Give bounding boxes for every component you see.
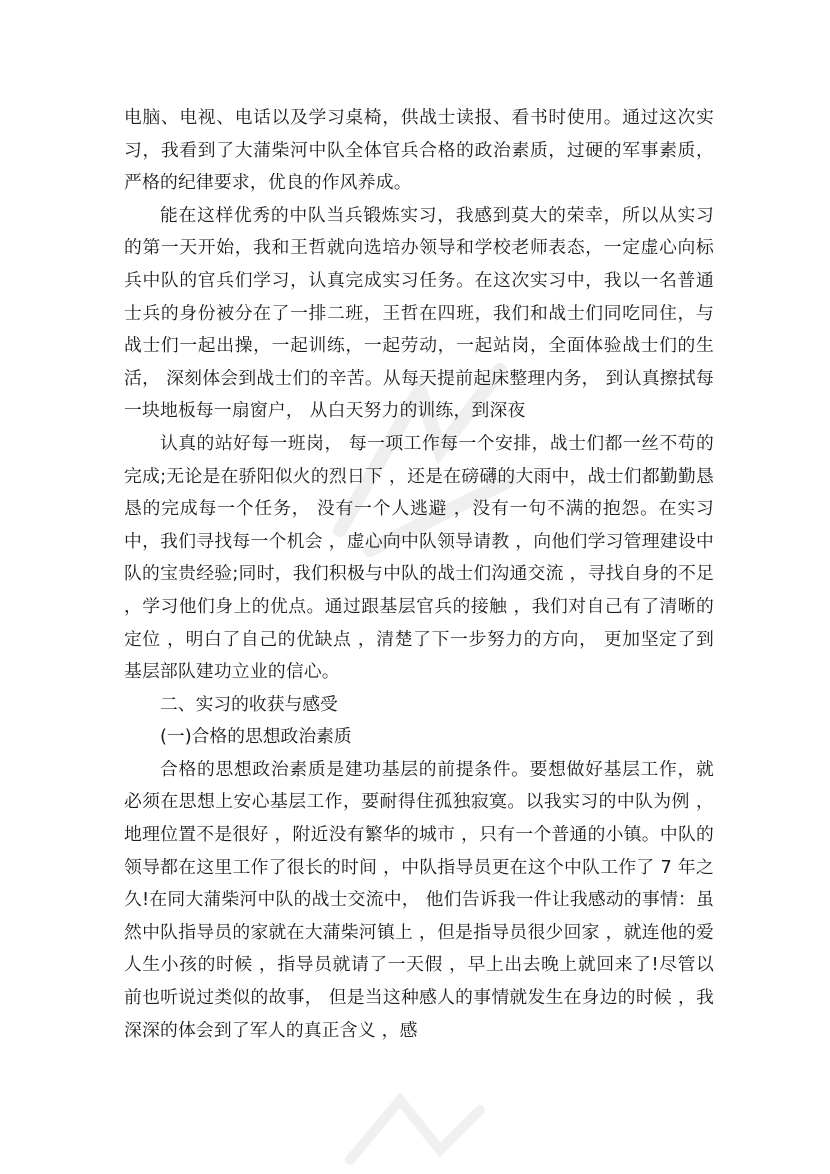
watermark-bottom-icon — [330, 1080, 500, 1170]
subsection-heading: (一)合格的思想政治素质 — [160, 726, 352, 748]
paragraph-4: 合格的思想政治素质是建功基层的前提条件。要想做好基层工作，就必须在思想上安心基层工作，要耐得住孤独寂寞。以我实习的中队为例 ，地理位置不是很好 ，附近没有繁华的城市 ，只有一个普通的小镇。中队的领导都在这里工作了很长的时间 ，中队指导员更在这个中队工作了 7 年之久!在同大蒲柴河中队的战士交流中， 他们告诉我一件让我感动的事情：虽然中队指导员的家就在大蒲柴河镇上 ，但是指导员很少回家 ，就连他的爱人生小孩的时候 ，指导员就请了一天假 ，早上出去晚上就回来了!尽管以前也听说过类似的故事， 但是当这种感人的事情就发生在身边的时候 ，我深深的体会到了军人的真正含义 ，感 — [124, 758, 714, 1041]
paragraph-3: 认真的站好每一班岗， 每一项工作每一个安排，战士们都一丝不苟的完成;无论是在骄阳似火的烈日下 ，还是在磅礴的大雨中，战士们都勤勤恳恳的完成每一个任务， 没有一个人逃避 ，没有一句不满的抱怨。在实习中，我们寻找每一个机会 ，虚心向中队领导请教 ，向他们学习管理建设中队的宝贵经验;同时，我们积极与中队的战士们沟通交流 ，寻找自身的不足 ，学习他们身上的优点。通过跟基层官兵的接触 ，我们对自己有了清晰的定位 ，明白了自己的优缺点 ，清楚了下一步努力的方向， 更加坚定了到基层部队建功立业的信心。 — [124, 432, 714, 683]
paragraph-2: 能在这样优秀的中队当兵锻炼实习，我感到莫大的荣幸，所以从实习的第一天开始，我和王哲就向选培办领导和学校老师表态，一定虚心向标兵中队的官兵们学习，认真完成实习任务。在这次实习中，我以一名普通士兵的身份被分在了一排二班，王哲在四班，我们和战士们同吃同住，与战士们一起出操，一起训练，一起劳动，一起站岗，全面体验战士们的生活， 深刻体会到战士们的辛苦。从每天提前起床整理内务， 到认真擦拭每一块地板每一扇窗户， 从白天努力的训练，到深夜 — [124, 204, 714, 422]
text-column — [124, 102, 714, 1047]
paragraph-1: 电脑、电视、电话以及学习桌椅，供战士读报、看书时使用。通过这次实习，我看到了大蒲柴河中队全体官兵合格的政治素质，过硬的军事素质，严格的纪律要求，优良的作风养成。 — [124, 107, 714, 194]
section-heading: 二、实习的收获与感受 — [160, 693, 338, 715]
